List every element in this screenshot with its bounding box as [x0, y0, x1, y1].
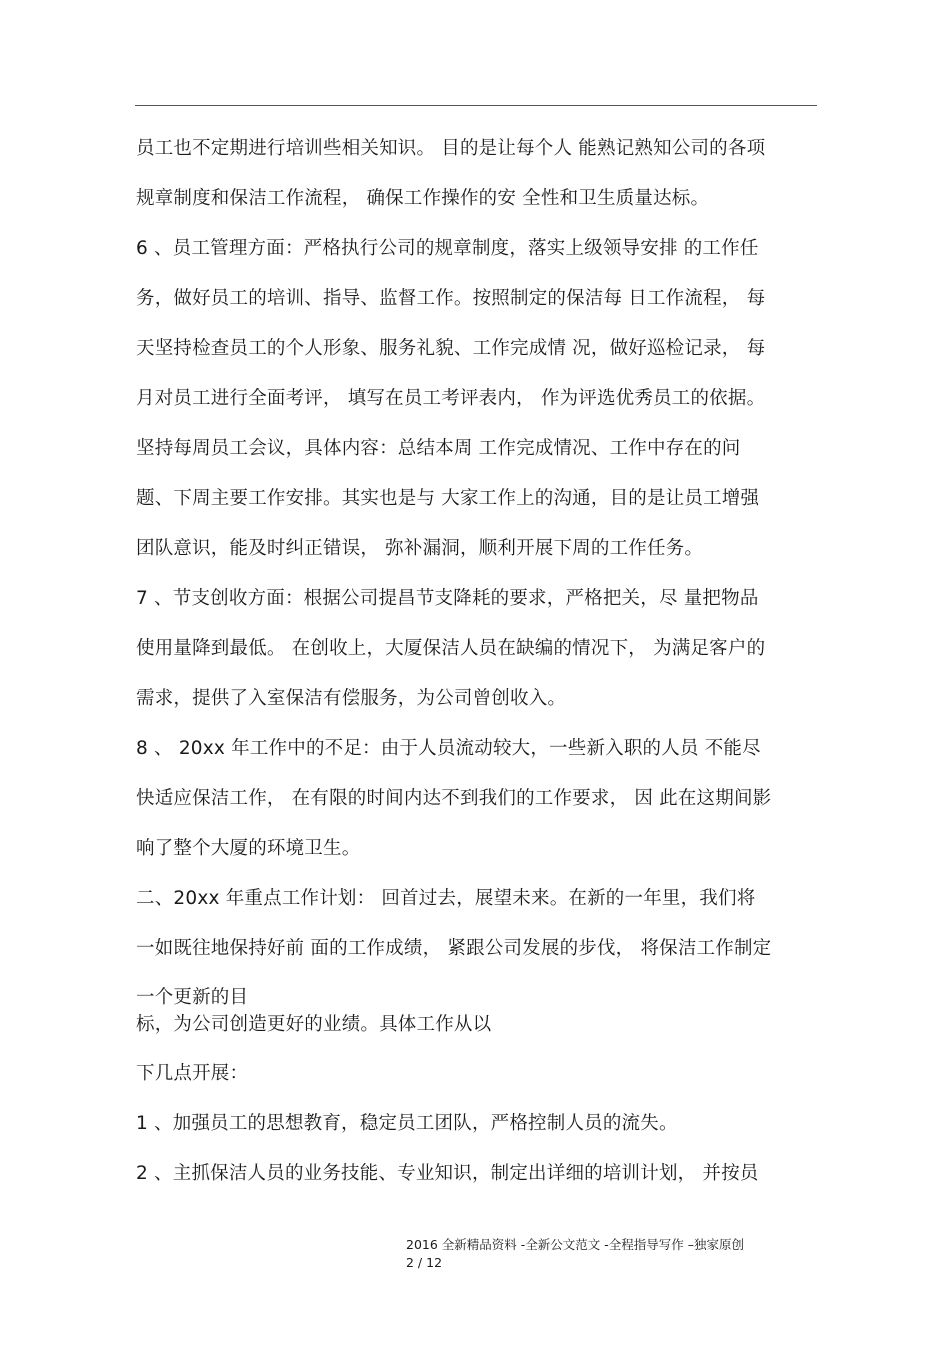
text-line: 团队意识，能及时纠正错误， 弥补漏洞，顺利开展下周的工作任务。 — [136, 538, 704, 559]
text-line: 需求，提供了入室保洁有偿服务，为公司曾创收入。 — [136, 688, 567, 709]
text-line: 标，为公司创造更好的业绩。具体工作从以 — [136, 1014, 492, 1035]
text-line: 使用量降到最低。 在创收上，大厦保洁人员在缺编的情况下， 为满足客户的 — [136, 638, 766, 659]
text-line: 二、20xx 年重点工作计划： 回首过去，展望未来。在新的一年里，我们将 — [136, 888, 756, 909]
text-line: 一个更新的目 — [136, 987, 249, 1008]
text-line: 8 、 20xx 年工作中的不足：由于人员流动较大，一些新入职的人员 不能尽 — [136, 738, 761, 759]
text-line: 2 、主抓保洁人员的业务技能、专业知识，制定出详细的培训计划， 并按员 — [136, 1163, 759, 1184]
footer-tagline: 2016 全新精品资料 -全新公文范文 -全程指导写作 –独家原创 — [406, 1237, 744, 1252]
text-line: 一如既往地保持好前 面的工作成绩， 紧跟公司发展的步伐， 将保洁工作制定 — [136, 938, 772, 959]
header-rule — [135, 105, 817, 106]
text-line: 员工也不定期进行培训些相关知识。 目的是让每个人 能熟记熟知公司的各项 — [136, 138, 766, 159]
text-line: 1 、加强员工的思想教育，稳定员工团队，严格控制人员的流失。 — [136, 1113, 678, 1134]
text-line: 6 、员工管理方面：严格执行公司的规章制度，落实上级领导安排 的工作任 — [136, 238, 759, 259]
text-line: 月对员工进行全面考评， 填写在员工考评表内， 作为评选优秀员工的依据。 — [136, 388, 766, 409]
text-line: 下几点开展： — [136, 1063, 249, 1084]
text-line: 规章制度和保洁工作流程， 确保工作操作的安 全性和卫生质量达标。 — [136, 188, 710, 209]
text-line: 天坚持检查员工的个人形象、服务礼貌、工作完成情 况，做好巡检记录， 每 — [136, 338, 766, 359]
text-line: 坚持每周员工会议，具体内容：总结本周 工作完成情况、工作中存在的问 — [136, 438, 741, 459]
text-line: 7 、节支创收方面：根据公司提昌节支降耗的要求，严格把关，尽 量把物品 — [136, 588, 759, 609]
page-number: 2 / 12 — [406, 1255, 443, 1270]
text-line: 务，做好员工的培训、指导、监督工作。按照制定的保洁每 日工作流程， 每 — [136, 288, 766, 309]
text-line: 快适应保洁工作， 在有限的时间内达不到我们的工作要求， 因 此在这期间影 — [136, 788, 772, 809]
text-line: 题、下周主要工作安排。其实也是与 大家工作上的沟通，目的是让员工增强 — [136, 488, 760, 509]
text-line: 响了整个大厦的环境卫生。 — [136, 838, 361, 859]
